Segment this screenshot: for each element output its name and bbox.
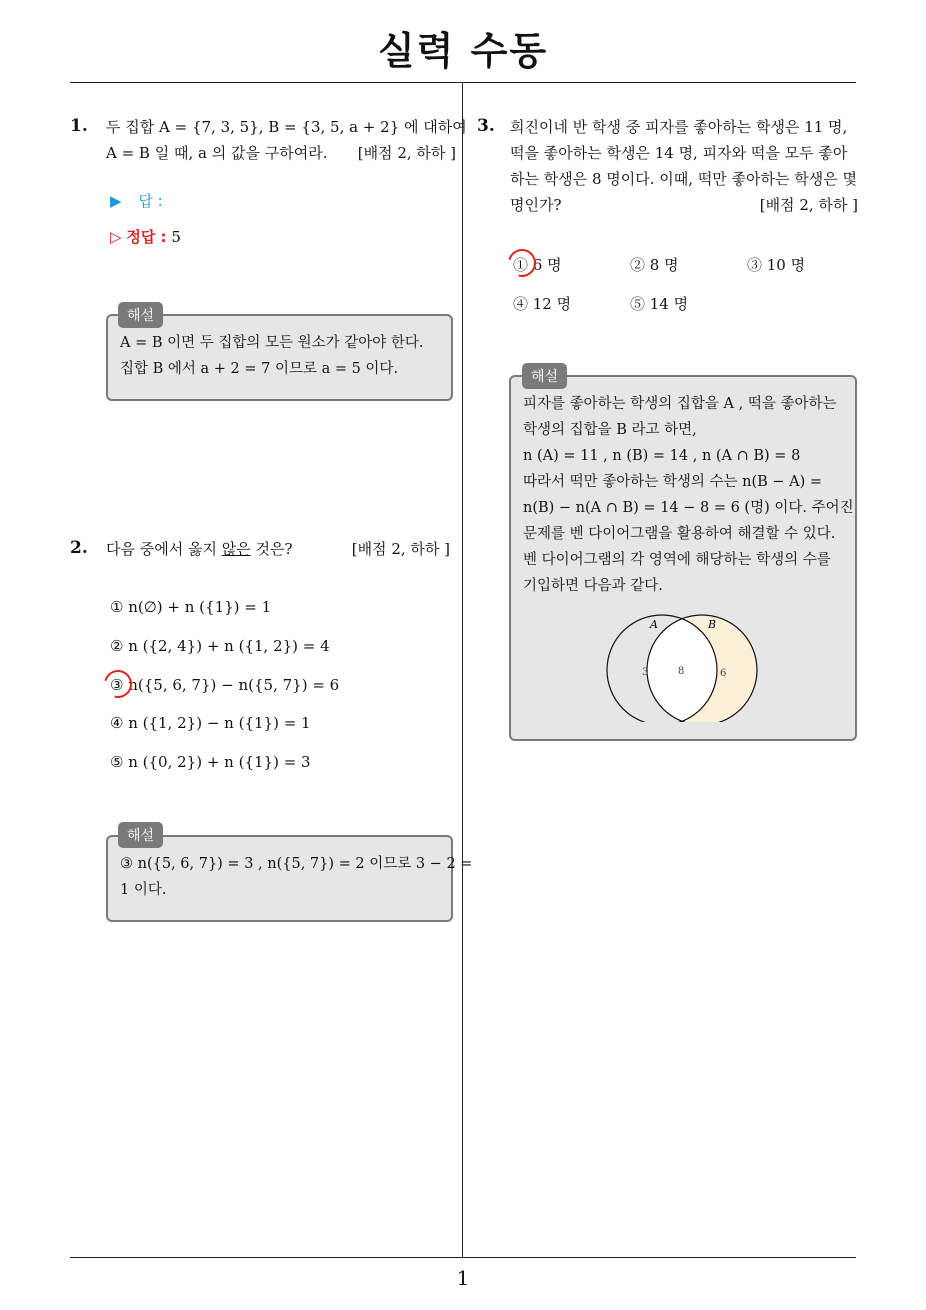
correct-arrow-icon: ▷	[110, 228, 122, 246]
venn-label-b: B	[708, 618, 717, 631]
question-2-explanation	[106, 835, 473, 922]
selected-circle-icon	[503, 244, 541, 282]
question-3-line: 명인가?	[510, 196, 562, 214]
explain-line: 집합 B 에서 a + 2 = 7 이므로 a = 5 이다.	[120, 361, 399, 377]
explain-line: 1 이다.	[120, 882, 167, 898]
question-3-text	[510, 114, 858, 218]
question-3-option-4[interactable]: ④ 12 명	[513, 295, 572, 313]
selected-circle-icon	[99, 665, 137, 703]
explain-line: 따라서 떡만 좋아하는 학생의 수는 n(B − A) =	[523, 474, 823, 490]
venn-value-both: 8	[678, 666, 685, 677]
explain-line: A = B 이면 두 집합의 모든 원소가 같아야 한다.	[120, 335, 424, 351]
explain-line: 문제를 벤 다이어그램을 활용하여 해결할 수 있다.	[523, 526, 836, 542]
question-2-option-1[interactable]: ① n(∅) + n ({1}) = 1	[110, 598, 272, 616]
question-1-number: 1.	[70, 116, 88, 136]
question-1-line-2: A = B 일 때, a 의 값을 구하여라. [배점 2, 하하 ]	[106, 140, 456, 166]
question-1-correct	[110, 226, 181, 247]
explain-line: ③ n({5, 6, 7}) = 3 , n({5, 7}) = 2 이므로 3 − 2 =	[120, 856, 473, 872]
explain-line: n(B) − n(A ∩ B) = 14 − 8 = 6 (명) 이다. 주어진	[523, 500, 854, 516]
question-3-option-2[interactable]: ② 8 명	[630, 256, 679, 274]
explain-line: 기입하면 다음과 같다.	[523, 578, 663, 594]
question-2-number: 2.	[70, 538, 88, 558]
question-2-option-5[interactable]: ⑤ n ({0, 2}) + n ({1}) = 3	[110, 753, 311, 771]
question-2-option-2[interactable]: ② n ({2, 4}) + n ({1, 2}) = 4	[110, 637, 330, 655]
question-3-option-5[interactable]: ⑤ 14 명	[630, 295, 689, 313]
answer-arrow-icon: ▶	[110, 192, 122, 210]
question-3-option-1[interactable]: ① 6 명	[513, 256, 562, 274]
question-3-option-3[interactable]: ③ 10 명	[747, 256, 806, 274]
question-3-line: 하는 학생은 8 명이다. 이때, 떡만 좋아하는 학생은 몇	[510, 170, 858, 188]
explanation-tab: 해설	[522, 363, 567, 389]
underlined-word: 않은	[221, 540, 251, 558]
question-3-line: 떡을 좋아하는 학생은 14 명, 피자와 떡을 모두 좋아	[510, 144, 848, 162]
question-3-line: 희진이네 반 학생 중 피자를 좋아하는 학생은 11 명,	[510, 118, 848, 136]
correct-value: 5	[171, 228, 181, 246]
question-1-text	[106, 114, 467, 166]
question-1-answer	[110, 190, 163, 211]
header-rule	[70, 82, 856, 83]
question-3-number: 3.	[477, 116, 495, 136]
explanation-tab: 해설	[118, 302, 163, 328]
venn-diagram	[600, 612, 770, 722]
explanation-tab: 해설	[118, 822, 163, 848]
venn-label-a: A	[650, 618, 658, 631]
explain-line: 벤 다이어그램의 각 영역에 해당하는 학생의 수를	[523, 552, 831, 568]
column-divider	[462, 83, 463, 1258]
question-2-text: 다음 중에서 옳지 않은 것은? [배점 2, 하하 ]	[106, 536, 450, 562]
question-2-meta: [배점 2, 하하 ]	[351, 540, 450, 558]
explain-line: 학생의 집합을 B 라고 하면,	[523, 422, 697, 438]
venn-value-only-a: 3	[642, 667, 649, 678]
question-1-line-1: 두 집합 A = {7, 3, 5}, B = {3, 5, a + 2} 에 대하여	[106, 118, 467, 136]
answer-label: 답 :	[138, 192, 163, 210]
explain-line: 피자를 좋아하는 학생의 집합을 A , 떡을 좋아하는	[523, 396, 837, 412]
page-number: 1	[456, 1266, 470, 1290]
question-2-option-4[interactable]: ④ n ({1, 2}) − n ({1}) = 1	[110, 714, 311, 732]
page-title: 실력 수동	[377, 29, 549, 73]
footer-rule	[70, 1257, 856, 1258]
question-2-option-3[interactable]: ③ n({5, 6, 7}) − n({5, 7}) = 6	[110, 676, 340, 694]
question-3-meta: [배점 2, 하하 ]	[759, 196, 858, 214]
question-1-meta: [배점 2, 하하 ]	[357, 144, 456, 162]
venn-value-only-b: 6	[720, 668, 727, 679]
correct-label: 정답 :	[126, 228, 167, 246]
explain-line: n (A) = 11 , n (B) = 14 , n (A ∩ B) = 8	[523, 448, 801, 464]
